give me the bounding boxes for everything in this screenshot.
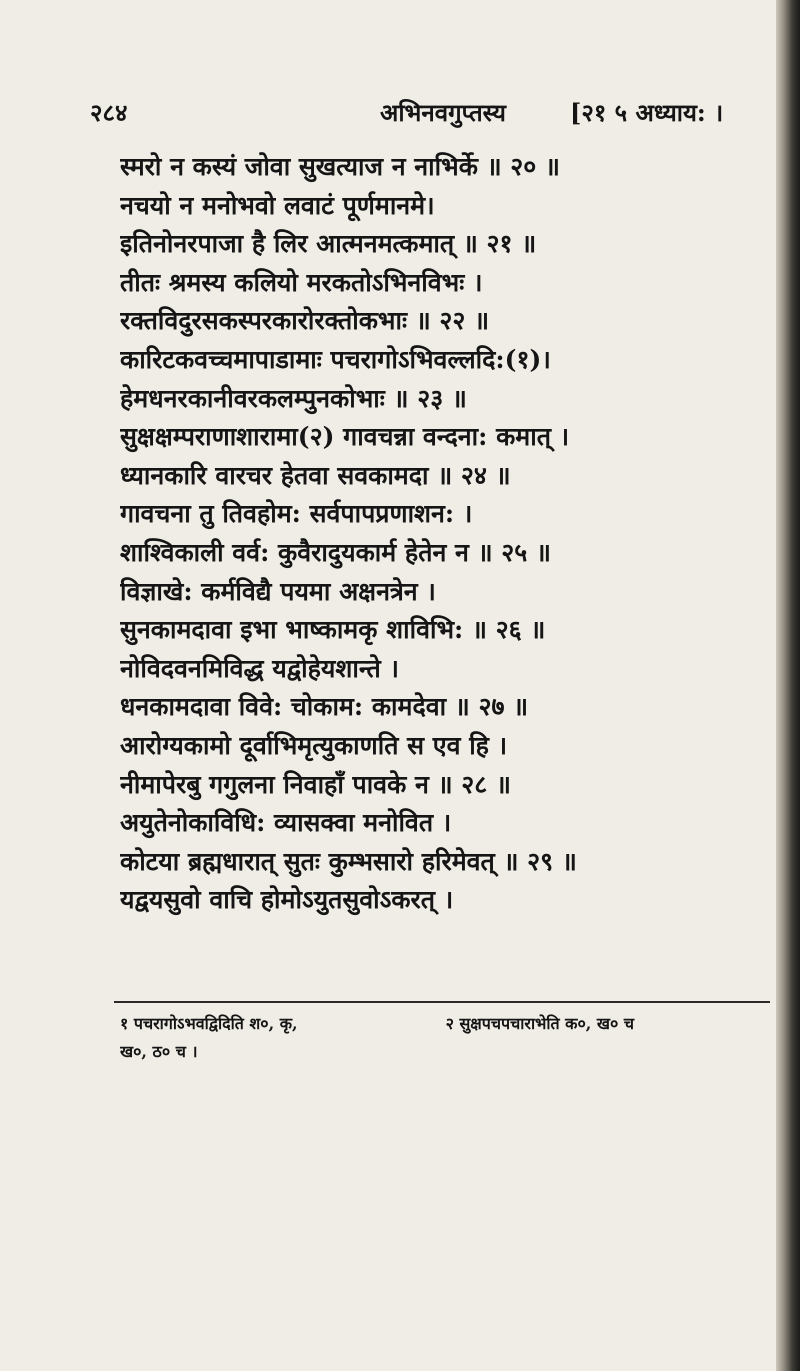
verse-line: नचयो न मनोभवो लवाटं पूर्णमानमे। <box>120 190 435 220</box>
footnote-line <box>120 1010 770 1038</box>
verse-block <box>120 148 760 920</box>
verse-line: ध्यानकारि वारचर हेतवा सवकामदा ॥ २४ ॥ <box>120 460 511 490</box>
footnote-1: १ पचरागोऽभवद्विदिति श०, कृ, <box>120 1014 298 1033</box>
verse-line: विज्ञाखे: कर्मविद्यै पयमा अक्षनत्रेन । <box>120 576 436 606</box>
verse-line: स्मरो न कस्यं जोवा सुखत्याज न नाभिर्के ॥ २० ॥ <box>120 152 560 181</box>
verse-line: हेमधनरकानीवरकलम्पुनकोभाः ॥ २३ ॥ <box>120 383 467 413</box>
verse-line: अयुतेनोकाविधि: व्यासक्वा मनोवित । <box>120 808 452 838</box>
verse-line: सुक्षक्षम्पराणाशारामा(२) गावचन्ना वन्दना: कमात् । <box>120 422 570 452</box>
verse-line: रक्तविदुरसकस्परकारोरक्तोकभाः ॥ २२ ॥ <box>120 306 490 336</box>
verse-line: कारिटकवच्चमापाडामाः पचरागोऽभिवल्लदि:(१)। <box>120 344 551 374</box>
verse-line: सुनकामदावा इभा भाष्कामकृ शाविभि: ॥ २६ ॥ <box>120 615 546 645</box>
verse-line: नोविदवनमिविद्ध यद्वोहेयशान्ते । <box>120 653 399 683</box>
running-title: अभिनवगुप्तस्य <box>380 98 506 127</box>
verse-line: धनकामदावा विवे: चोकाम: कामदेवा ॥ २७ ॥ <box>120 692 529 722</box>
verse-line: आरोग्यकामो दूर्वाभिमृत्युकाणति स एव हि । <box>120 730 508 760</box>
verse-line: शाश्विकाली वर्व: कुवैरादुयकार्म हेतेन न ॥ २५ ॥ <box>120 537 551 567</box>
footnotes <box>120 1010 770 1066</box>
verse-line: कोटया ब्रह्मधारात् सुतः कुम्भसारो हरिमेवत् ॥ २९ ॥ <box>120 846 577 876</box>
section-reference: [२१ ५ अध्याय: । <box>570 98 724 127</box>
page-number: २८४ <box>90 98 128 127</box>
verse-line: यद्वयसुवो वाचि होमोऽयुतसुवोऽकरत् । <box>120 885 454 915</box>
verse-line: इतिनोनरपाजा है लिर आत्मनमत्कमात् ॥ २१ ॥ <box>120 229 537 259</box>
verse-line: नीमापेरबु गगुलना निवाहाँ पावके न ॥ २८ ॥ <box>120 769 511 799</box>
footnote-2: २ सुक्षपचपचाराभेति क०, ख० च <box>445 1014 635 1033</box>
binding-edge <box>776 0 800 1371</box>
verse-line: गावचना तु तिवहोम: सर्वपापप्रणाशन: । <box>120 499 473 529</box>
footnote-continuation: ख०, ठ० च । <box>120 1042 198 1061</box>
footnote-divider <box>114 1001 770 1003</box>
page-header <box>90 96 766 136</box>
verse-line: तीतः श्रमस्य कलियो मरकतोऽभिनविभः । <box>120 267 483 297</box>
